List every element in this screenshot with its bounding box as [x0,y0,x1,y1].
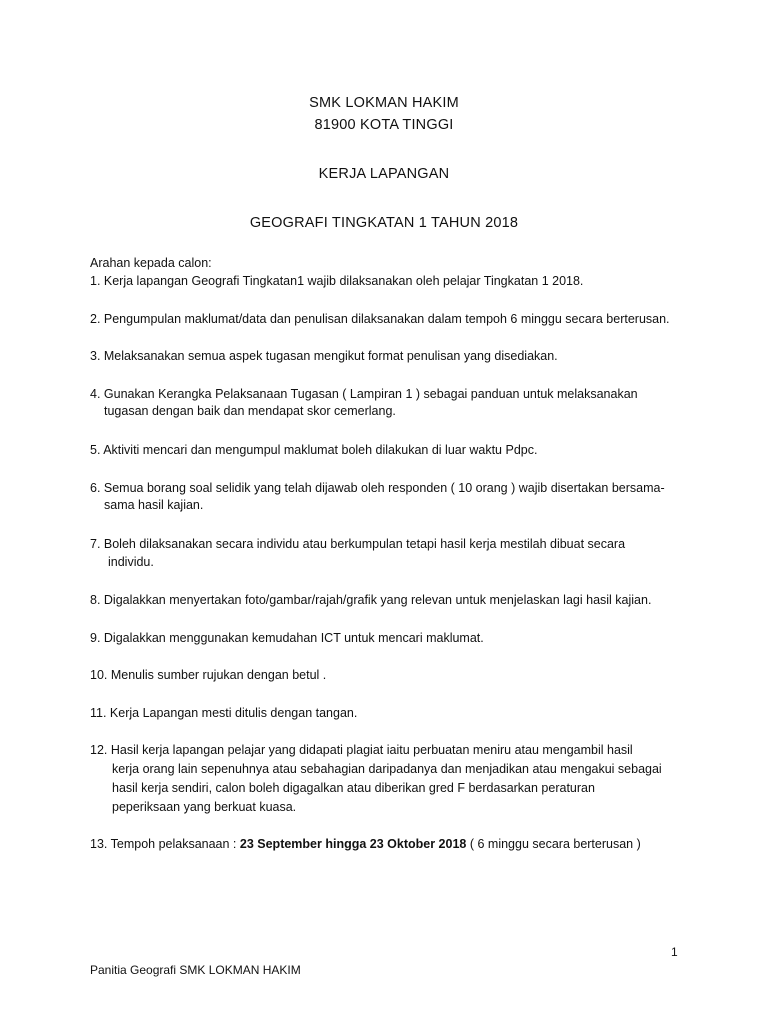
page-footer: Panitia Geografi SMK LOKMAN HAKIM [90,963,301,977]
instruction-item-12-line-2: kerja orang lain sepenuhnya atau sebahagian daripadanya dan menjadikan atau mengakui sebagai [112,762,662,776]
instruction-item-12-line-1: 12. Hasil kerja lapangan pelajar yang didapati plagiat iaitu perbuatan meniru atau mengambil hasil [90,743,633,757]
instruction-item-7-line-2: individu. [108,555,154,569]
instruction-item-10: 10. Menulis sumber rujukan dengan betul . [90,668,327,682]
instruction-item-6-line-2: sama hasil kajian. [104,498,204,512]
instructions-heading: Arahan kepada calon: [90,256,212,270]
instruction-item-9: 9. Digalakkan menggunakan kemudahan ICT untuk mencari maklumat. [90,631,484,645]
instruction-item-11: 11. Kerja Lapangan mesti ditulis dengan tangan. [90,706,358,720]
instruction-item-4-line-2: tugasan dengan baik dan mendapat skor cemerlang. [104,404,396,418]
instruction-item-12-line-3: hasil kerja sendiri, calon boleh digagalkan atau diberikan gred F berdasarkan peraturan [112,781,595,795]
instruction-item-8: 8. Digalakkan menyertakan foto/gambar/rajah/grafik yang relevan untuk menjelaskan lagi hasil kajian. [90,593,652,607]
document-subject: GEOGRAFI TINGKATAN 1 TAHUN 2018 [249,215,519,231]
instruction-item-2: 2. Pengumpulan maklumat/data dan penulisan dilaksanakan dalam tempoh 6 minggu secara berterusan. [90,312,670,326]
school-address: 81900 KOTA TINGGI [314,117,454,133]
instruction-item-5: 5. Aktiviti mencari dan mengumpul maklumat boleh dilakukan di luar waktu Pdpc. [90,443,538,457]
instruction-item-12-line-4: peperiksaan yang berkuat kuasa. [112,800,297,814]
instruction-item-7-line-1: 7. Boleh dilaksanakan secara individu atau berkumpulan tetapi hasil kerja mestilah dibuat secara [90,537,626,551]
instruction-item-1: 1. Kerja lapangan Geografi Tingkatan1 wajib dilaksanakan oleh pelajar Tingkatan 1 2018. [90,274,584,288]
instruction-item-3: 3. Melaksanakan semua aspek tugasan mengikut format penulisan yang disediakan. [90,349,558,363]
instruction-item-13 [90,836,641,853]
item-13-suffix: ( 6 minggu secara berterusan ) [466,837,641,851]
school-name: SMK LOKMAN HAKIM [309,95,459,111]
page-number: 1 [671,945,678,959]
item-13-prefix: 13. Tempoh pelaksanaan : [90,837,240,851]
instruction-item-6-line-1: 6. Semua borang soal selidik yang telah dijawab oleh responden ( 10 orang ) wajib disertakan bersama- [90,481,665,495]
document-title: KERJA LAPANGAN [318,166,450,182]
instruction-item-4-line-1: 4. Gunakan Kerangka Pelaksanaan Tugasan ( Lampiran 1 ) sebagai panduan untuk melaksanakan [90,387,638,401]
item-13-dates: 23 September hingga 23 Oktober 2018 [239,837,467,851]
